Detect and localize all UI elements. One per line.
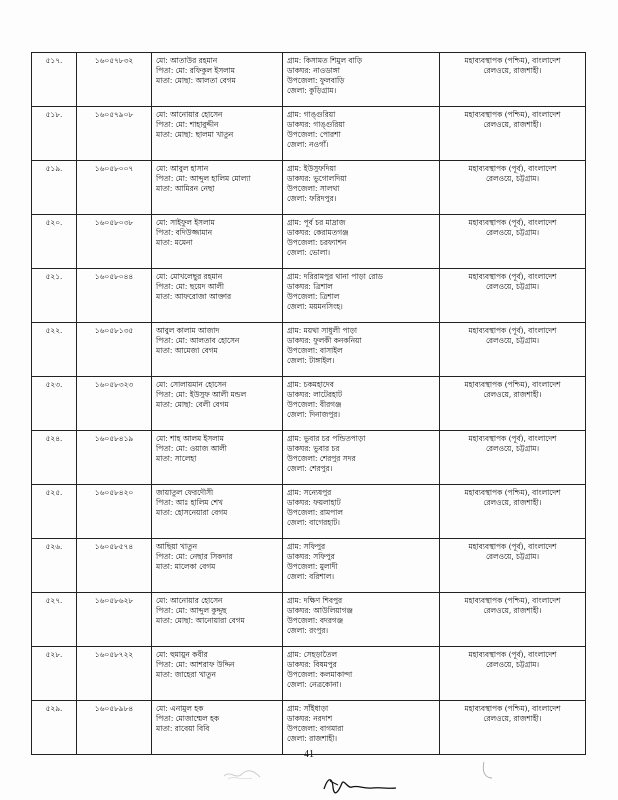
- father-text: পিতা: মোজাম্মেল হক: [156, 714, 220, 723]
- office1-text: মহাব্যবস্থাপক (পূর্ব), বাংলাদেশ: [468, 326, 557, 335]
- office-cell: [440, 485, 586, 539]
- upazila-text: উপজেলা: সালথা: [287, 184, 340, 193]
- table-row: [32, 593, 586, 647]
- roll-cell: [77, 377, 152, 431]
- roll-text: ১৬০৫৮৪২০: [94, 488, 134, 497]
- table-row: [32, 53, 586, 107]
- serial-text: ৫২৫.: [45, 488, 63, 497]
- mother-text: মাতা: মমেনা: [156, 238, 193, 247]
- name-text: মো: আনোয়ার হোসেন: [156, 596, 223, 605]
- address-cell: [283, 701, 440, 755]
- village-text: গ্রাম: সাঁইধাড়া: [287, 704, 329, 713]
- village-text: গ্রাম: সফিপুর: [287, 542, 326, 551]
- name-cell: [152, 107, 283, 161]
- upazila-text: উপজেলা: বাগমারা: [287, 724, 344, 733]
- serial-text: ৫২১.: [45, 272, 63, 281]
- district-text: জেলা: কুড়িগ্রাম।: [287, 86, 337, 95]
- office2-text: রেলওয়ে, চট্টগ্রাম।: [485, 444, 540, 453]
- office2-text: রেলওয়ে, চট্টগ্রাম।: [485, 552, 540, 561]
- address-cell: [283, 53, 440, 107]
- address-cell: [283, 485, 440, 539]
- office-cell: [440, 323, 586, 377]
- table-row: [32, 431, 586, 485]
- mother-text: মাতা: আফরোজা আক্তার: [156, 292, 232, 301]
- office1-text: মহাব্যবস্থাপক (পূর্ব), বাংলাদেশ: [468, 650, 557, 659]
- village-text: গ্রাম: গাঙ্গুরিয়া: [287, 110, 336, 119]
- office1-text: মহাব্যবস্থাপক (পূর্ব), বাংলাদেশ: [468, 542, 557, 551]
- roll-cell: [77, 701, 152, 755]
- name-cell: [152, 269, 283, 323]
- table-row: [32, 107, 586, 161]
- father-text: পিতা: মো: নেছার সিকদার: [156, 552, 233, 561]
- name-text: মো: আনোয়ার হোসেন: [156, 110, 223, 119]
- office1-text: মহাব্যবস্থাপক (পশ্চিম), বাংলাদেশ: [464, 380, 561, 389]
- name-text: মো: শাহ আলম ইসলাম: [156, 434, 224, 443]
- office2-text: রেলওয়ে, চট্টগ্রাম।: [485, 228, 540, 237]
- name-text: জায়াতুল ফেরদৌসী: [156, 488, 214, 497]
- roll-cell: [77, 647, 152, 701]
- district-text: জেলা: ভোলা।: [287, 248, 331, 257]
- name-cell: [152, 485, 283, 539]
- post-text: ডাকঘর: ভুগোলদিয়া: [287, 174, 347, 183]
- office2-text: রেলওয়ে, রাজশাহী।: [483, 120, 542, 129]
- district-text: জেলা: টাঙ্গাইল।: [287, 356, 335, 365]
- mother-text: মাতা: রাবেয়া বিবি: [156, 724, 210, 733]
- serial-text: ৫২৬.: [45, 542, 63, 551]
- address-cell: [283, 323, 440, 377]
- roll-cell: [77, 215, 152, 269]
- district-text: জেলা: ফরিদপুর।: [287, 194, 337, 203]
- post-text: ডাকঘর: সফিপুর: [287, 552, 335, 561]
- office2-text: রেলওয়ে, রাজশাহী।: [483, 66, 542, 75]
- upazila-text: উপজেলা: বদরগঞ্জ: [287, 616, 344, 625]
- name-text: মো: এনামুল হক: [156, 704, 204, 713]
- roll-cell: [77, 107, 152, 161]
- roll-text: ১৬০৫৭৯০৮: [94, 110, 134, 119]
- office1-text: মহাব্যবস্থাপক (পশ্চিম), বাংলাদেশ: [464, 56, 561, 65]
- address-cell: [283, 593, 440, 647]
- serial-cell: [32, 53, 77, 107]
- office2-text: রেলওয়ে, রাজশাহী।: [483, 390, 542, 399]
- serial-cell: [32, 269, 77, 323]
- roll-text: ১৬০৫৮৬২৮: [94, 596, 134, 605]
- serial-cell: [32, 161, 77, 215]
- serial-text: ৫২২.: [45, 326, 63, 335]
- office2-text: রেলওয়ে, চট্টগ্রাম।: [485, 174, 540, 183]
- office1-text: মহাব্যবস্থাপক (পূর্ব), বাংলাদেশ: [468, 272, 557, 281]
- father-text: পিতা: মো: আলতাব হোসেন: [156, 336, 240, 345]
- roll-text: ১৬০৫৮০৩৮: [94, 218, 134, 227]
- name-cell: [152, 593, 283, 647]
- post-text: ডাকঘর: লাটেরহাট: [287, 390, 342, 399]
- office-cell: [440, 53, 586, 107]
- name-cell: [152, 539, 283, 593]
- serial-text: ৫১৮.: [45, 110, 63, 119]
- father-text: পিতা: বদিউজ্জামান: [156, 228, 213, 237]
- father-text: পিতা: মো: ছয়েদ আলী: [156, 282, 225, 291]
- district-text: জেলা: শেরপুর।: [287, 464, 333, 473]
- roll-cell: [77, 539, 152, 593]
- name-cell: [152, 53, 283, 107]
- name-text: মো: হুমায়ুন কবীর: [156, 650, 208, 659]
- roll-text: ১৬০৫৮১৩৫: [94, 326, 134, 335]
- office1-text: মহাব্যবস্থাপক (পূর্ব), বাংলাদেশ: [468, 218, 557, 227]
- father-text: পিতা: মো: আব্দুল কুদ্দুছ: [156, 606, 227, 615]
- roll-cell: [77, 161, 152, 215]
- village-text: গ্রাম: ইউসুফদিয়া: [287, 164, 337, 173]
- faint-pencil-mark: [480, 760, 496, 782]
- village-text: গ্রাম: সেহড়াতৈল: [287, 650, 337, 659]
- roll-text: ১৬০৫৮৭২২: [94, 650, 134, 659]
- roll-cell: [77, 593, 152, 647]
- table-row: [32, 215, 586, 269]
- serial-cell: [32, 323, 77, 377]
- mother-text: মাতা: মোছা: আলতা বেগম: [156, 76, 236, 85]
- village-text: গ্রাম: ভুবার চর পন্ডিতপাড়া: [287, 434, 366, 443]
- name-cell: [152, 647, 283, 701]
- table-row: [32, 485, 586, 539]
- serial-cell: [32, 107, 77, 161]
- records-table-body: [32, 53, 586, 755]
- serial-cell: [32, 593, 77, 647]
- mother-text: মাতা: জাহেরা খাতুন: [156, 670, 216, 679]
- upazila-text: উপজেলা: বাসাইল: [287, 346, 343, 355]
- serial-text: ৫১৯.: [45, 164, 63, 173]
- serial-text: ৫২৯.: [45, 704, 63, 713]
- serial-cell: [32, 647, 77, 701]
- roll-text: ১৬০৫৭৮৩২: [94, 56, 134, 65]
- father-text: পিতা: মো: রফিকুল ইসলাম: [156, 66, 235, 75]
- roll-cell: [77, 431, 152, 485]
- village-text: গ্রাম: পূর্ব চর মাদ্রাজ: [287, 218, 346, 227]
- post-text: ডাকঘর: গাঙ্গুরিয়া: [287, 120, 345, 129]
- district-text: জেলা: নওগাঁ।: [287, 140, 329, 149]
- upazila-text: উপজেলা: মুলাদী: [287, 562, 338, 571]
- ink-smudge: [222, 768, 262, 782]
- office1-text: মহাব্যবস্থাপক (পূর্ব), বাংলাদেশ: [468, 434, 557, 443]
- mother-text: মাতা: সালেহা: [156, 454, 197, 463]
- table-row: [32, 701, 586, 755]
- roll-text: ১৬০৫৮০০৭: [94, 164, 134, 173]
- mother-text: মাতা: আমেজা বেগম: [156, 346, 218, 355]
- roll-cell: [77, 53, 152, 107]
- name-text: আছিয়া খাতুন: [156, 542, 198, 551]
- post-text: ডাকঘর: কেরামতগঞ্জ: [287, 228, 349, 237]
- serial-text: ৫২৭.: [45, 596, 63, 605]
- table-row: [32, 161, 586, 215]
- serial-cell: [32, 539, 77, 593]
- serial-cell: [32, 377, 77, 431]
- table-row: [32, 647, 586, 701]
- address-cell: [283, 647, 440, 701]
- serial-text: ৫১৭.: [45, 56, 63, 65]
- roll-text: ১৬০৫৮০৪৪: [94, 272, 134, 281]
- handwritten-signature: [320, 775, 400, 795]
- office-cell: [440, 539, 586, 593]
- father-text: পিতা: মো: ওয়াজ আলী: [156, 444, 227, 453]
- records-table: [31, 52, 586, 755]
- name-text: মো: সোলায়মান হোসেন: [156, 380, 227, 389]
- post-text: ডাকঘর: আউলিয়াগঞ্জ: [287, 606, 353, 615]
- upazila-text: উপজেলা: পোরশা: [287, 130, 341, 139]
- table-row: [32, 323, 586, 377]
- village-text: গ্রাম: ময়থা সাধুলী পাড়া: [287, 326, 358, 335]
- address-cell: [283, 161, 440, 215]
- office-cell: [440, 701, 586, 755]
- office2-text: রেলওয়ে, রাজশাহী।: [483, 498, 542, 507]
- village-text: গ্রাম: কিসামত শিমুল বাড়ি: [287, 56, 363, 65]
- mother-text: মাতা: হোসনেয়ারা বেগম: [156, 508, 228, 517]
- mother-text: মাতা: মোছা: ছালমা খাতুন: [156, 130, 234, 139]
- address-cell: [283, 107, 440, 161]
- father-text: পিতা: মো: আশরাফ উদ্দিন: [156, 660, 235, 669]
- office1-text: মহাব্যবস্থাপক (পশ্চিম), বাংলাদেশ: [464, 704, 561, 713]
- upazila-text: উপজেলা: শেরপুর সদর: [287, 454, 356, 463]
- office1-text: মহাব্যবস্থাপক (পশ্চিম), বাংলাদেশ: [464, 488, 561, 497]
- roll-text: ১৬০৫৮৪১৯: [94, 434, 134, 443]
- table-row: [32, 539, 586, 593]
- name-cell: [152, 431, 283, 485]
- mother-text: মাতা: মোছা: আনোয়ারা বেগম: [156, 616, 245, 625]
- address-cell: [283, 215, 440, 269]
- office1-text: মহাব্যবস্থাপক (পশ্চিম), বাংলাদেশ: [464, 110, 561, 119]
- post-text: ডাকঘর: ফয়লাহাট: [287, 498, 341, 507]
- post-text: ডাকঘর: ভুবার চর: [287, 444, 340, 453]
- roll-cell: [77, 269, 152, 323]
- post-text: ডাকঘর: বিষমপুর: [287, 660, 337, 669]
- address-cell: [283, 269, 440, 323]
- name-cell: [152, 377, 283, 431]
- father-text: পিতা: মো: ইউসুফ আলী মন্ডল: [156, 390, 247, 399]
- upazila-text: উপজেলা: ফুলবাড়ি: [287, 76, 345, 85]
- roll-text: ১৬০৫৮৯৮৪: [94, 704, 134, 713]
- serial-text: ৫২৪.: [45, 434, 63, 443]
- roll-text: ১৬০৫৮৫৭৪: [94, 542, 134, 551]
- district-text: জেলা: রংপুর।: [287, 626, 329, 635]
- office2-text: রেলওয়ে, রাজশাহী।: [483, 714, 542, 723]
- district-text: জেলা: দিনাজপুর।: [287, 410, 340, 419]
- office2-text: রেলওয়ে, চট্টগ্রাম।: [485, 336, 540, 345]
- mother-text: মাতা: আমিরন নেছা: [156, 184, 215, 193]
- serial-text: ৫২৮.: [45, 650, 63, 659]
- office-cell: [440, 647, 586, 701]
- address-cell: [283, 539, 440, 593]
- office-cell: [440, 215, 586, 269]
- roll-cell: [77, 323, 152, 377]
- name-cell: [152, 161, 283, 215]
- name-cell: [152, 215, 283, 269]
- roll-cell: [77, 485, 152, 539]
- table-row: [32, 377, 586, 431]
- upazila-text: উপজেলা: ত্রিশাল: [287, 292, 340, 301]
- district-text: জেলা: বরিশাল।: [287, 572, 335, 581]
- address-cell: [283, 431, 440, 485]
- serial-cell: [32, 701, 77, 755]
- serial-cell: [32, 485, 77, 539]
- office2-text: রেলওয়ে, রাজশাহী।: [483, 606, 542, 615]
- village-text: গ্রাম: দক্ষিণ শিবপুর: [287, 596, 343, 605]
- name-text: মো: আতাউর রহমান: [156, 56, 218, 65]
- roll-text: ১৬০৫৮৩২৩: [94, 380, 134, 389]
- office-cell: [440, 269, 586, 323]
- father-text: পিতা: মো: আব্দুল হালিম মোল্যা: [156, 174, 251, 183]
- name-text: আবুল কালাম আজাদ: [156, 326, 220, 335]
- serial-cell: [32, 215, 77, 269]
- name-text: মো: সাইফুল ইসলাম: [156, 218, 215, 227]
- upazila-text: উপজেলা: বীরগঞ্জ: [287, 400, 342, 409]
- office2-text: রেলওয়ে, চট্টগ্রাম।: [485, 282, 540, 291]
- village-text: গ্রাম: সন্যেষপুর: [287, 488, 332, 497]
- office1-text: মহাব্যবস্থাপক (পশ্চিম), বাংলাদেশ: [464, 596, 561, 605]
- father-text: পিতা: মো: শাহাবুদ্দীন: [156, 120, 219, 129]
- upazila-text: উপজেলা: চরফ্যাশন: [287, 238, 347, 247]
- father-text: পিতা: আঃ হালিম শেখ: [156, 498, 223, 507]
- page-number: 41: [304, 749, 314, 760]
- office-cell: [440, 431, 586, 485]
- village-text: গ্রাম: চকমহাদেব: [287, 380, 334, 389]
- office-cell: [440, 377, 586, 431]
- name-text: মো: আবুল হাসান: [156, 164, 209, 173]
- post-text: ডাকঘর: ফুলকী কনকনিয়া: [287, 336, 362, 345]
- district-text: জেলা: রাজশাহী।: [287, 734, 338, 743]
- office-cell: [440, 107, 586, 161]
- serial-text: ৫২৩.: [45, 380, 63, 389]
- district-text: জেলা: নেত্রকোনা।: [287, 680, 342, 689]
- office-cell: [440, 161, 586, 215]
- village-text: গ্রাম: দরিরামপুর থানা পাড়া রোড: [287, 272, 383, 281]
- mother-text: মাতা: মালেকা বেগম: [156, 562, 216, 571]
- post-text: ডাকঘর: নাওডাঙ্গা: [287, 66, 340, 75]
- district-text: জেলা: ময়মনসিংহ।: [287, 302, 343, 311]
- upazila-text: উপজেলা: রামপাল: [287, 508, 343, 517]
- name-cell: [152, 323, 283, 377]
- serial-cell: [32, 431, 77, 485]
- post-text: ডাকঘর: ত্রিশাল: [287, 282, 333, 291]
- name-cell: [152, 701, 283, 755]
- serial-text: ৫২০.: [45, 218, 63, 227]
- district-text: জেলা: বাগেরহাট।: [287, 518, 340, 527]
- office1-text: মহাব্যবস্থাপক (পূর্ব), বাংলাদেশ: [468, 164, 557, 173]
- post-text: ডাকঘর: নরদাশ: [287, 714, 333, 723]
- name-text: মো: মোখলেছুর রহমান: [156, 272, 223, 281]
- upazila-text: উপজেলা: কলমাকান্দা: [287, 670, 353, 679]
- office-cell: [440, 593, 586, 647]
- mother-text: মাতা: মোছা: বেলী বেগম: [156, 400, 229, 409]
- office2-text: রেলওয়ে, চট্টগ্রাম।: [485, 660, 540, 669]
- address-cell: [283, 377, 440, 431]
- table-row: [32, 269, 586, 323]
